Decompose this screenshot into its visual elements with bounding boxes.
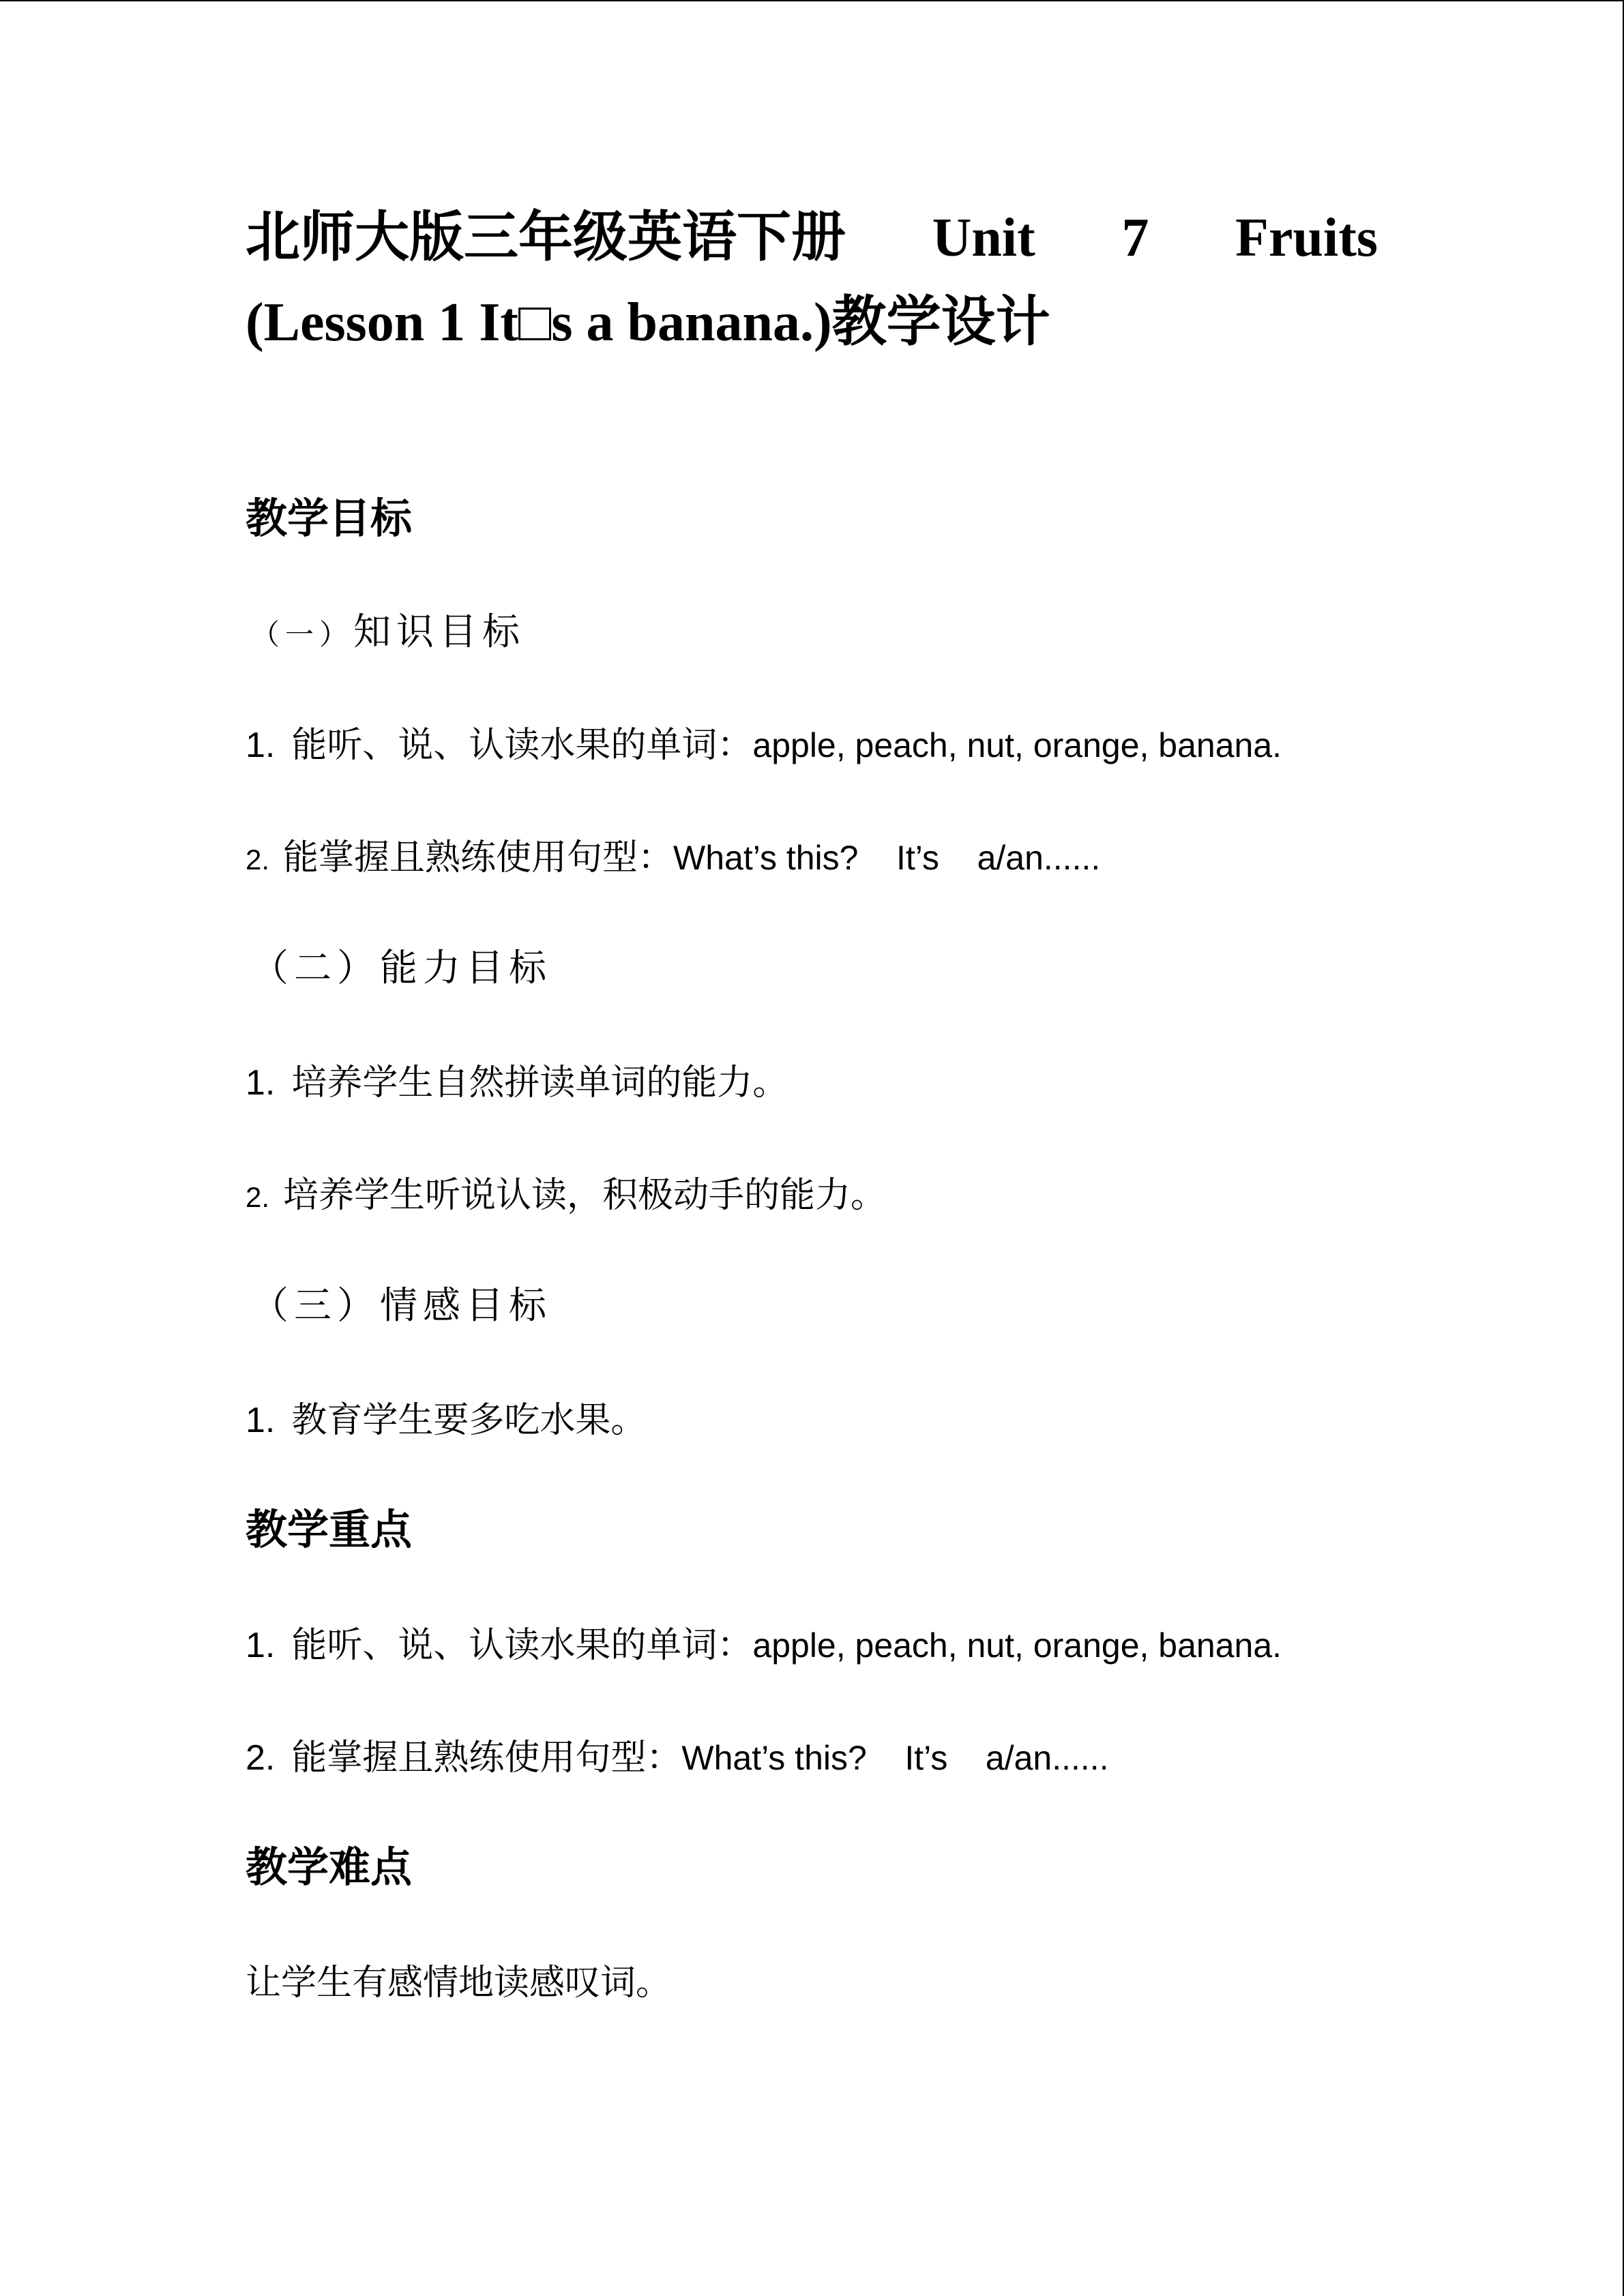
item-text-zh: 培养学生听说认读，积极动手的能力。: [283, 1175, 887, 1216]
title-unit: Unit: [932, 208, 1035, 268]
item-text-zh: 能听、说、认读水果的单词：: [291, 1625, 753, 1666]
title-unit-name: Fruits: [1235, 208, 1378, 268]
item-text-zh: 教育学生要多吃水果。: [291, 1400, 647, 1441]
list-number: 2.: [246, 1738, 276, 1778]
ability-item-1: [246, 1054, 788, 1105]
item-text-zh: 培养学生自然拼读单词的能力。: [291, 1062, 788, 1103]
title-prefix: 北师大版三年级英语下册: [246, 208, 846, 268]
emotion-item-1: [246, 1391, 646, 1442]
item-text-en: What’s this? It’s a/an......: [681, 1739, 1109, 1777]
knowledge-item-2: [246, 829, 1100, 880]
document-title-line-2: (Lesson 1 It□s a banana.)教学设计: [246, 293, 1050, 353]
item-text-en: What’s this? It’s a/an......: [673, 839, 1101, 877]
section-heading-objectives: 教学目标: [246, 494, 413, 543]
document-title-line-1: [246, 196, 1378, 280]
item-text-zh: 能听、说、认读水果的单词：: [291, 725, 753, 766]
difficulty-text: 让学生有感情地读感叹词。: [246, 1963, 672, 2003]
list-number: 1.: [246, 1063, 276, 1103]
subheading-emotion: （三）情感目标: [251, 1283, 552, 1327]
subheading-knowledge-number: （一）: [251, 618, 354, 651]
item-text-en: apple, peach, nut, orange, banana.: [752, 1626, 1282, 1665]
key-point-item-2: [246, 1729, 1109, 1780]
knowledge-item-1: [246, 716, 1282, 767]
item-text-zh: 能掌握且熟练使用句型：: [283, 837, 674, 878]
list-number: 2.: [246, 844, 270, 876]
list-number: 1.: [246, 726, 276, 765]
item-text-zh: 能掌握且熟练使用句型：: [291, 1738, 682, 1778]
subheading-knowledge: [251, 601, 525, 655]
list-number: 1.: [246, 1401, 276, 1440]
list-number: 2.: [246, 1181, 270, 1213]
title-unit-number: 7: [1121, 208, 1149, 268]
section-heading-difficulties: 教学难点: [246, 1843, 413, 1892]
subheading-knowledge-text: 知识目标: [353, 610, 526, 653]
ability-item-2: [246, 1166, 886, 1217]
item-text-en: apple, peach, nut, orange, banana.: [752, 726, 1282, 764]
list-number: 1.: [246, 1626, 276, 1665]
subheading-ability: （二）能力目标: [251, 946, 552, 989]
key-point-item-1: [246, 1616, 1282, 1667]
section-heading-key-points: 教学重点: [246, 1506, 413, 1554]
